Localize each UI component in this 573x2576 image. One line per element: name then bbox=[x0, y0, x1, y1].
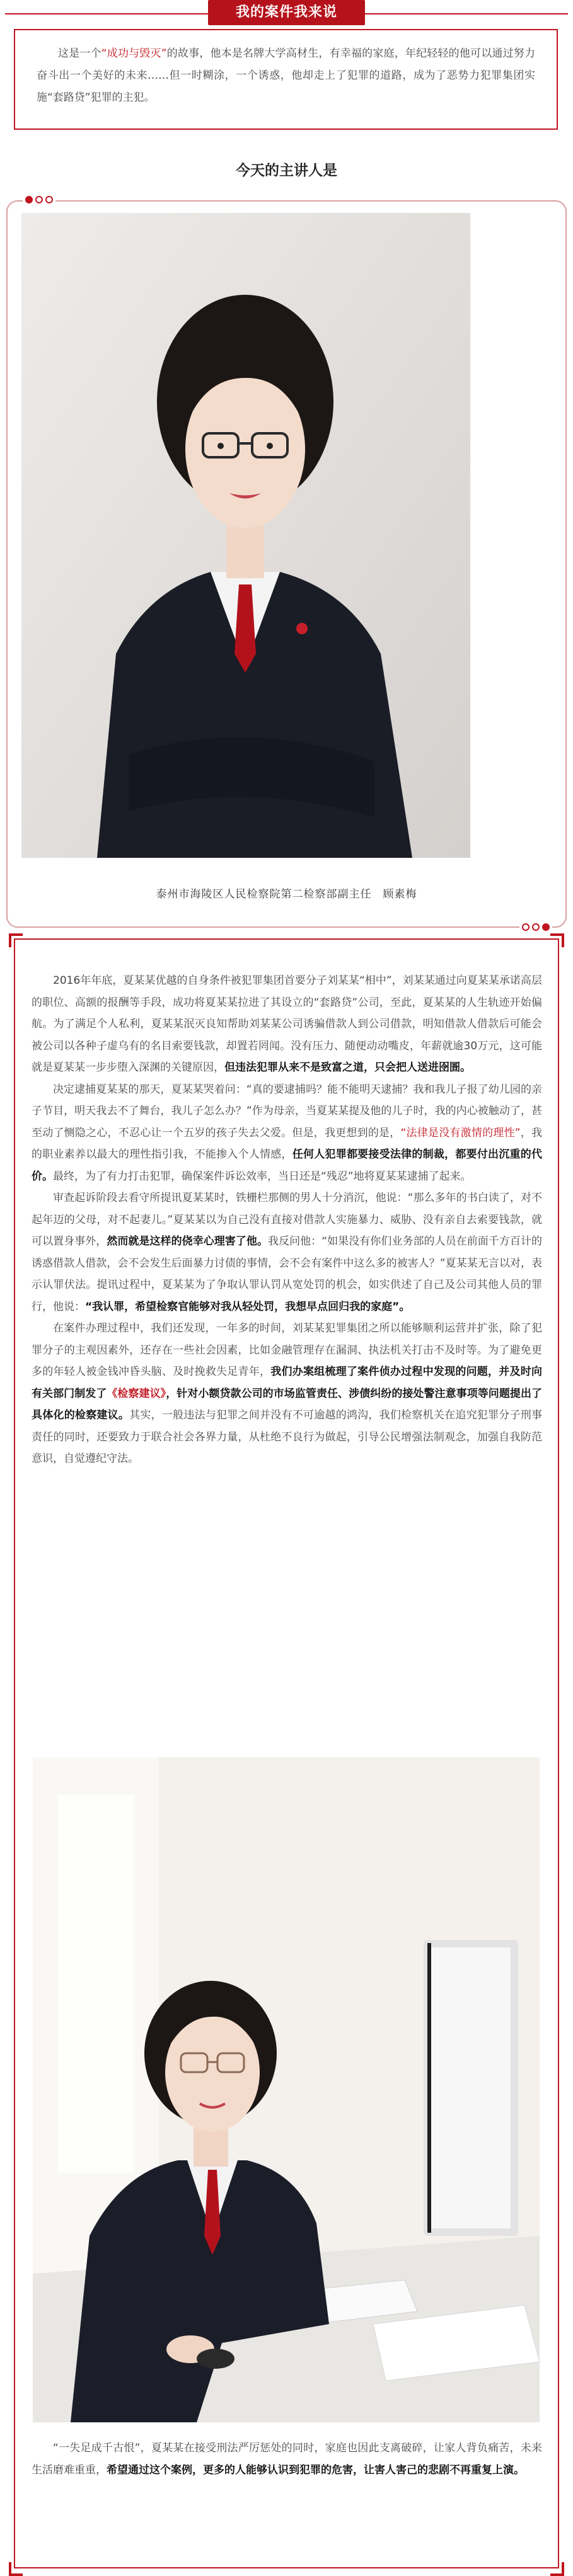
header-banner bbox=[0, 0, 573, 28]
highlight-quote: 《检察建议》 bbox=[107, 1387, 166, 1400]
paragraph-4: 在案件办理过程中，我们还发现，一年多的时间，刘某某犯罪集团之所以能够顺利运营并扩张，除了犯罪分子的主观因素外，还存在一些社会因素，比如金融管理存在漏洞、执法机关打击不及时等。为了避免更多的年轻人被金钱冲昏头脑、及时挽救失足青年，我们办案组梳理了案件侦办过程中发现的问题，并及时向有关部门制发了《检察建议》，针对小额贷款公司的市场监管责任、涉债纠纷的接处警注意事项等问题提出了具体化的检察建议。其实，一般违法与犯罪之间并没有不可逾越的鸿沟，我们检察机关在追究犯罪分子刑事责任的同时，还要致力于联合社会各界力量，从杜绝不良行为做起，引导公民增强法制观念，加强自我防范意识，自觉遵纪守法。 bbox=[32, 1322, 543, 1465]
emphasis-text: ，针对小额贷款公司的市场监管责任、涉债纠纷的接处警注意事项等问题提出了具体化的检察建议。 bbox=[32, 1387, 543, 1422]
emphasis-text: 我们办案组梳理了案件侦办过程中发现的问题，并及时向有关部门制发了 bbox=[32, 1365, 543, 1400]
host-caption: 泰州市海陵区人民检察院第二检察部副主任 顾素梅 bbox=[156, 888, 417, 901]
emphasis-text: “我认罪，希望检察官能够对我从轻处罚，我想早点回归我的家庭”。 bbox=[85, 1300, 410, 1313]
emphasis-text: 任何人犯罪都要接受法律的制裁，都要付出沉重的代价。 bbox=[32, 1148, 543, 1183]
article-conclusion bbox=[32, 2437, 542, 2481]
intro-text-b: 的故事，他本是名牌大学高材生，有幸福的家庭，年纪轻轻的他可以通过努力奋斗出一个美好的未来……但一时糊涂，一个诱惑，他却走上了犯罪的道路，成为了恶势力犯罪集团实施“套路贷”犯罪的主犯。 bbox=[37, 47, 536, 104]
decorative-dots-bottom bbox=[519, 923, 552, 931]
office-illustration bbox=[33, 1757, 540, 2422]
frame-corner bbox=[9, 2562, 23, 2576]
frame-corner bbox=[9, 933, 23, 947]
paragraph-2: 决定逮捕夏某某的那天，夏某某哭着问：“真的要逮捕吗？能不能明天逮捕？我和我儿子报了幼儿园的亲子节目，明天我去不了舞台，我儿子怎么办？”作为母亲，当夏某某提及他的儿子时，我的内心被触动了，甚至动了恻隐之心，不忍心让一个五岁的孩子失去父爱。但是，我更想到的是，“法律是没有激情的理性”，我的职业素养以最大的理性指引我，不能掺入个人情感，任何人犯罪都要接受法律的制裁，都要付出沉重的代价。最终，为了有力打击犯罪，确保案件诉讼效率，当日还是“残忍”地将夏某某逮捕了起来。 bbox=[32, 1083, 543, 1183]
decorative-dots-top bbox=[23, 196, 55, 203]
frame-corner bbox=[550, 933, 564, 947]
emphasis-text: 然而就是这样的侥幸心理害了他。 bbox=[107, 1235, 269, 1248]
paragraph-5: “一失足成千古恨”，夏某某在接受刑法严厉惩处的同时，家庭也因此支离破碎，让家人背负痛苦，未来生活磨难重重，希望通过这个案例，更多的人能够认识到犯罪的危害，让害人害己的悲剧不再重复上演。 bbox=[32, 2442, 542, 2476]
intro-box bbox=[14, 29, 558, 130]
intro-highlight: “成功与毁灭” bbox=[101, 47, 167, 60]
work-photo bbox=[33, 1757, 540, 2422]
emphasis-text: 但违法犯罪从来不是致富之道，只会把人送进囹圄。 bbox=[224, 1061, 471, 1074]
intro-paragraph bbox=[37, 43, 535, 109]
article-body bbox=[32, 970, 542, 1470]
paragraph-1: 2016年年底，夏某某优越的自身条件被犯罪集团首要分子刘某某“相中”，刘某某通过向夏某某承诺高层的职位、高额的报酬等手段，成功将夏某某拉进了其设立的“套路贷”公司，至此，夏某某的人生轨迹开始偏航。为了满足个人私利，夏某某泯灭良知帮助刘某某公司诱骗借款人到公司借款，明知借款人借款后可能会被公司以各种子虚乌有的名目索要钱款，却置若罔闻。没有压力、随便动动嘴皮，年薪就逾30万元，这可能就是夏某某一步步堕入深渊的关键原因，但违法犯罪从来不是致富之道，只会把人送进囹圄。 bbox=[32, 974, 542, 1074]
portrait-illustration bbox=[21, 213, 470, 858]
paragraph-3: 审查起诉阶段去看守所提讯夏某某时，铁栅栏那侧的男人十分消沉，他说：“那么多年的书白读了，对不起年迈的父母，对不起妻儿。”夏某某以为自己没有直接对借款人实施暴力、威胁、没有亲自去索要钱款，就可以置身事外，然而就是这样的侥幸心理害了他。我反问他：“如果没有你们业务部的人员在前面千方百计的诱惑借款人借款，会不会发生后面暴力讨债的事情，会不会有案件中这么多的被害人？”夏某某无言以对，表示认罪伏法。提讯过程中，夏某某为了争取认罪认罚从宽处罚的机会，如实供述了自己及公司其他人员的罪行，他说：“我认罪，希望检察官能够对我从轻处罚，我想早点回归我的家庭”。 bbox=[32, 1192, 543, 1313]
highlight-quote: “法律是没有激情的理性” bbox=[400, 1126, 521, 1139]
emphasis-text: 希望通过这个案例，更多的人能够认识到犯罪的危害，让害人害己的悲剧不再重复上演。 bbox=[107, 2463, 524, 2476]
frame-corner bbox=[550, 2562, 564, 2576]
intro-text-a: 这是一个 bbox=[58, 47, 101, 60]
host-portrait-photo bbox=[21, 213, 470, 858]
host-title: 今天的主讲人是 bbox=[236, 162, 337, 179]
banner-title: 我的案件我来说 bbox=[208, 0, 365, 25]
